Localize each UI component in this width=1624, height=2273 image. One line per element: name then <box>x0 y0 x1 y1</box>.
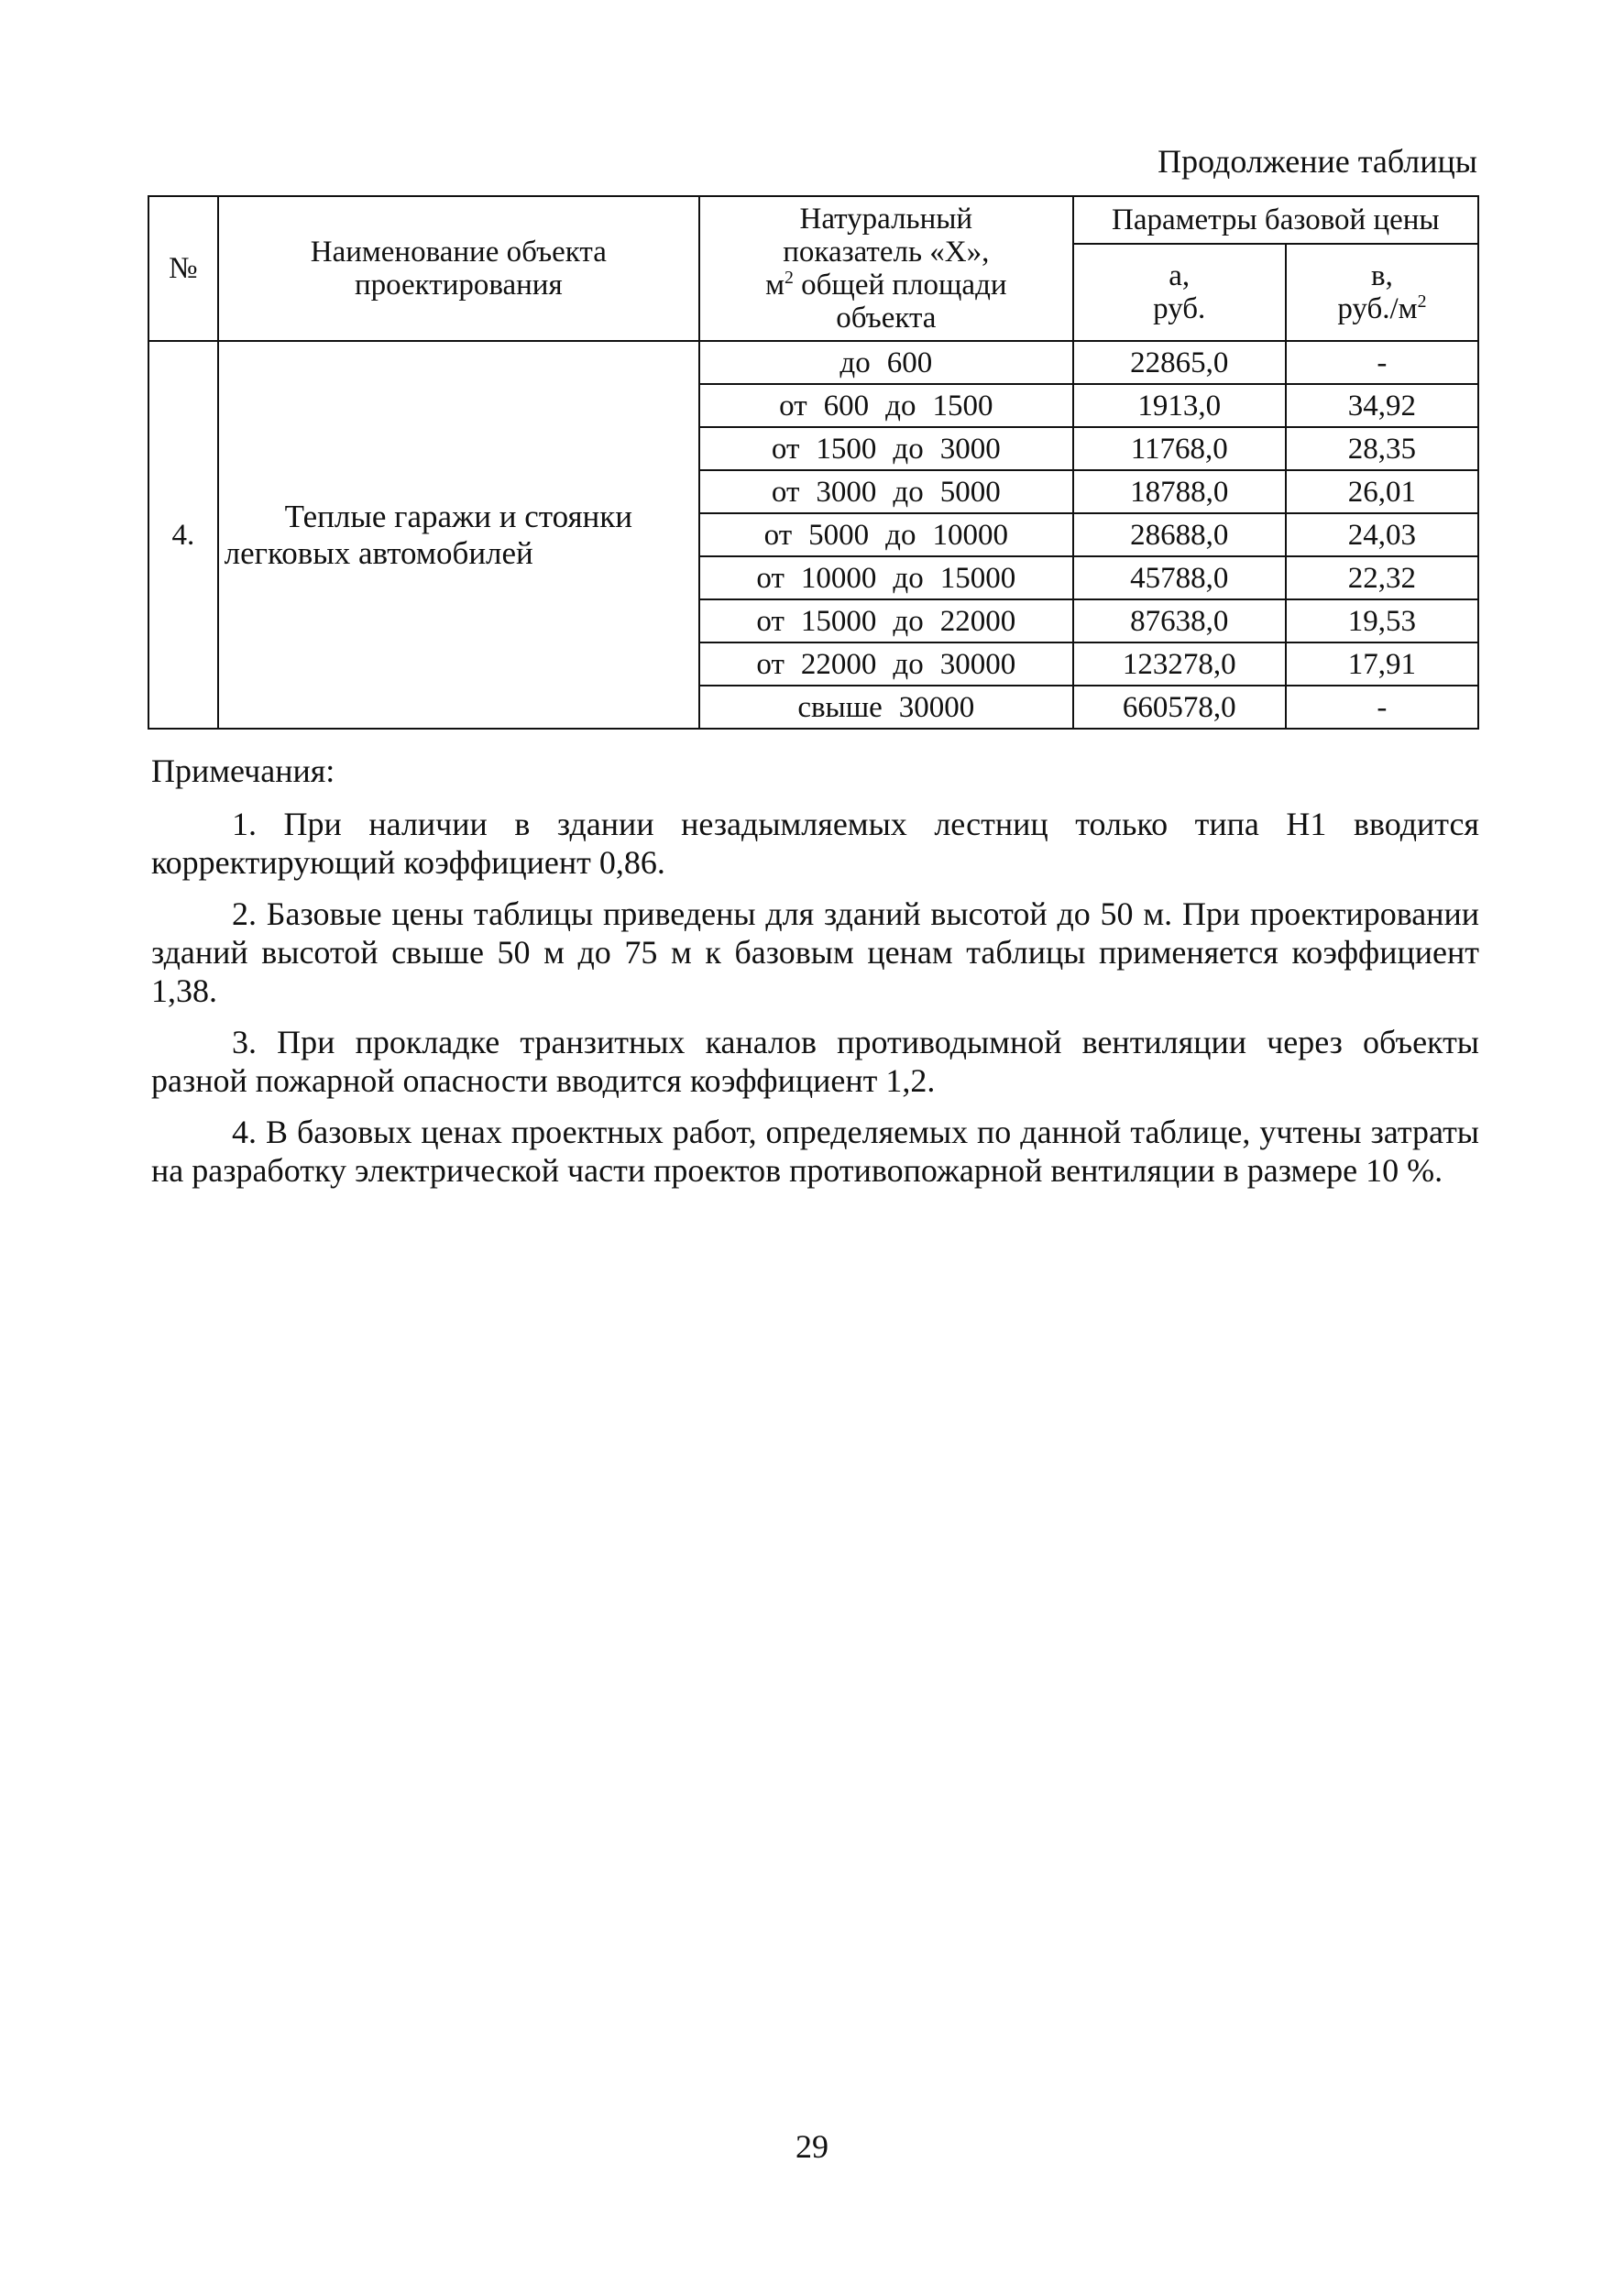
notes-title: Примечания: <box>151 752 335 789</box>
range-part: до <box>893 561 924 595</box>
param-b-value: 19,53 <box>1286 599 1478 642</box>
header-number: № <box>148 196 218 341</box>
range-part: 22000 <box>939 604 1016 638</box>
area-range-cell <box>699 642 1073 686</box>
param-a-value: 11768,0 <box>1073 427 1286 470</box>
param-a-value: 87638,0 <box>1073 599 1286 642</box>
param-b-value: - <box>1286 341 1478 384</box>
continuation-label: Продолжение таблицы <box>1158 143 1477 180</box>
table-row <box>148 341 1478 384</box>
header-natural-indicator: Натуральный показатель «X», $м^2$ общей площади объекта <box>699 196 1073 341</box>
area-range <box>706 562 1067 595</box>
area-range <box>706 346 1067 379</box>
range-part: до <box>893 432 924 466</box>
range-part: от <box>756 647 785 681</box>
table-header-row <box>148 196 1478 244</box>
base-price-table <box>148 195 1479 730</box>
range-part: от <box>763 518 793 552</box>
area-range-cell <box>699 686 1073 729</box>
area-range <box>706 519 1067 552</box>
area-range <box>706 476 1067 509</box>
area-range <box>706 691 1067 724</box>
range-part: 1500 <box>816 432 877 466</box>
item-number: 4. <box>148 341 218 729</box>
area-range-cell <box>699 341 1073 384</box>
param-b-value: 26,01 <box>1286 470 1478 513</box>
area-range-cell <box>699 384 1073 427</box>
range-part: 22000 <box>800 647 877 681</box>
range-part: 10000 <box>932 518 1008 552</box>
param-b-value: 24,03 <box>1286 513 1478 556</box>
param-b-value: 34,92 <box>1286 384 1478 427</box>
range-part: от <box>771 432 800 466</box>
range-part: от <box>756 604 785 638</box>
range-part: от <box>779 389 807 423</box>
range-part: до <box>885 389 916 423</box>
range-part: от <box>756 561 785 595</box>
range-part: 15000 <box>939 561 1016 595</box>
param-a-value: 660578,0 <box>1073 686 1286 729</box>
range-part: 30000 <box>939 647 1016 681</box>
range-part: 3000 <box>816 475 877 509</box>
range-part: свыше <box>797 690 883 724</box>
range-part: 3000 <box>939 432 1001 466</box>
param-a-value: 22865,0 <box>1073 341 1286 384</box>
note-item: 2. Базовые цены таблицы приведены для зданий высотой до 50 м. При проектировании зданий высотой свыше 50 м до 75 м к базовым ценам таблицы применяется коэффициент 1,38. <box>151 895 1479 1009</box>
param-b-value: - <box>1286 686 1478 729</box>
range-part: 600 <box>886 346 933 379</box>
param-a-value: 123278,0 <box>1073 642 1286 686</box>
range-part: 15000 <box>800 604 877 638</box>
area-range <box>706 433 1067 466</box>
area-range <box>706 390 1067 423</box>
page-number: 29 <box>796 2128 828 2165</box>
range-part: 5000 <box>808 518 870 552</box>
range-part: 30000 <box>898 690 975 724</box>
param-b-value: 22,32 <box>1286 556 1478 599</box>
range-part: до <box>893 647 924 681</box>
range-part: до <box>839 346 871 379</box>
range-part: 600 <box>823 389 870 423</box>
param-b-value: 17,91 <box>1286 642 1478 686</box>
note-item: 4. В базовых ценах проектных работ, определяемых по данной таблице, учтены затраты на разработку электрической части проектов противопожарной вентиляции в размере 10 %. <box>151 1114 1479 1189</box>
param-a-value: 45788,0 <box>1073 556 1286 599</box>
area-range-cell <box>699 556 1073 599</box>
area-range-cell <box>699 513 1073 556</box>
param-b-value: 28,35 <box>1286 427 1478 470</box>
area-range <box>706 605 1067 638</box>
header-param-b: в, $руб./м^2$ <box>1286 244 1478 341</box>
range-part: 10000 <box>800 561 877 595</box>
item-name: Теплые гаражи и стоянки легковых автомобилей <box>218 341 699 729</box>
range-part: 1500 <box>932 389 993 423</box>
range-part: до <box>893 604 924 638</box>
note-item: 1. При наличии в здании незадымляемых лестниц только типа Н1 вводится корректирующий коэффициент 0,86. <box>151 806 1479 881</box>
range-part: 5000 <box>939 475 1001 509</box>
notes-section <box>151 752 1479 1202</box>
range-part: до <box>885 518 916 552</box>
param-a-value: 18788,0 <box>1073 470 1286 513</box>
area-range-cell <box>699 599 1073 642</box>
param-a-value: 28688,0 <box>1073 513 1286 556</box>
range-part: до <box>893 475 924 509</box>
note-item: 3. При прокладке транзитных каналов противодымной вентиляции через объекты разной пожарной опасности вводится коэффициент 1,2. <box>151 1024 1479 1099</box>
area-range <box>706 648 1067 681</box>
range-part: от <box>771 475 800 509</box>
header-base-price-params: Параметры базовой цены <box>1073 196 1478 244</box>
area-range-cell <box>699 427 1073 470</box>
area-range-cell <box>699 470 1073 513</box>
table-body <box>148 341 1478 729</box>
param-a-value: 1913,0 <box>1073 384 1286 427</box>
header-object-name: Наименование объекта проектирования <box>218 196 699 341</box>
header-param-a: а, руб. <box>1073 244 1286 341</box>
